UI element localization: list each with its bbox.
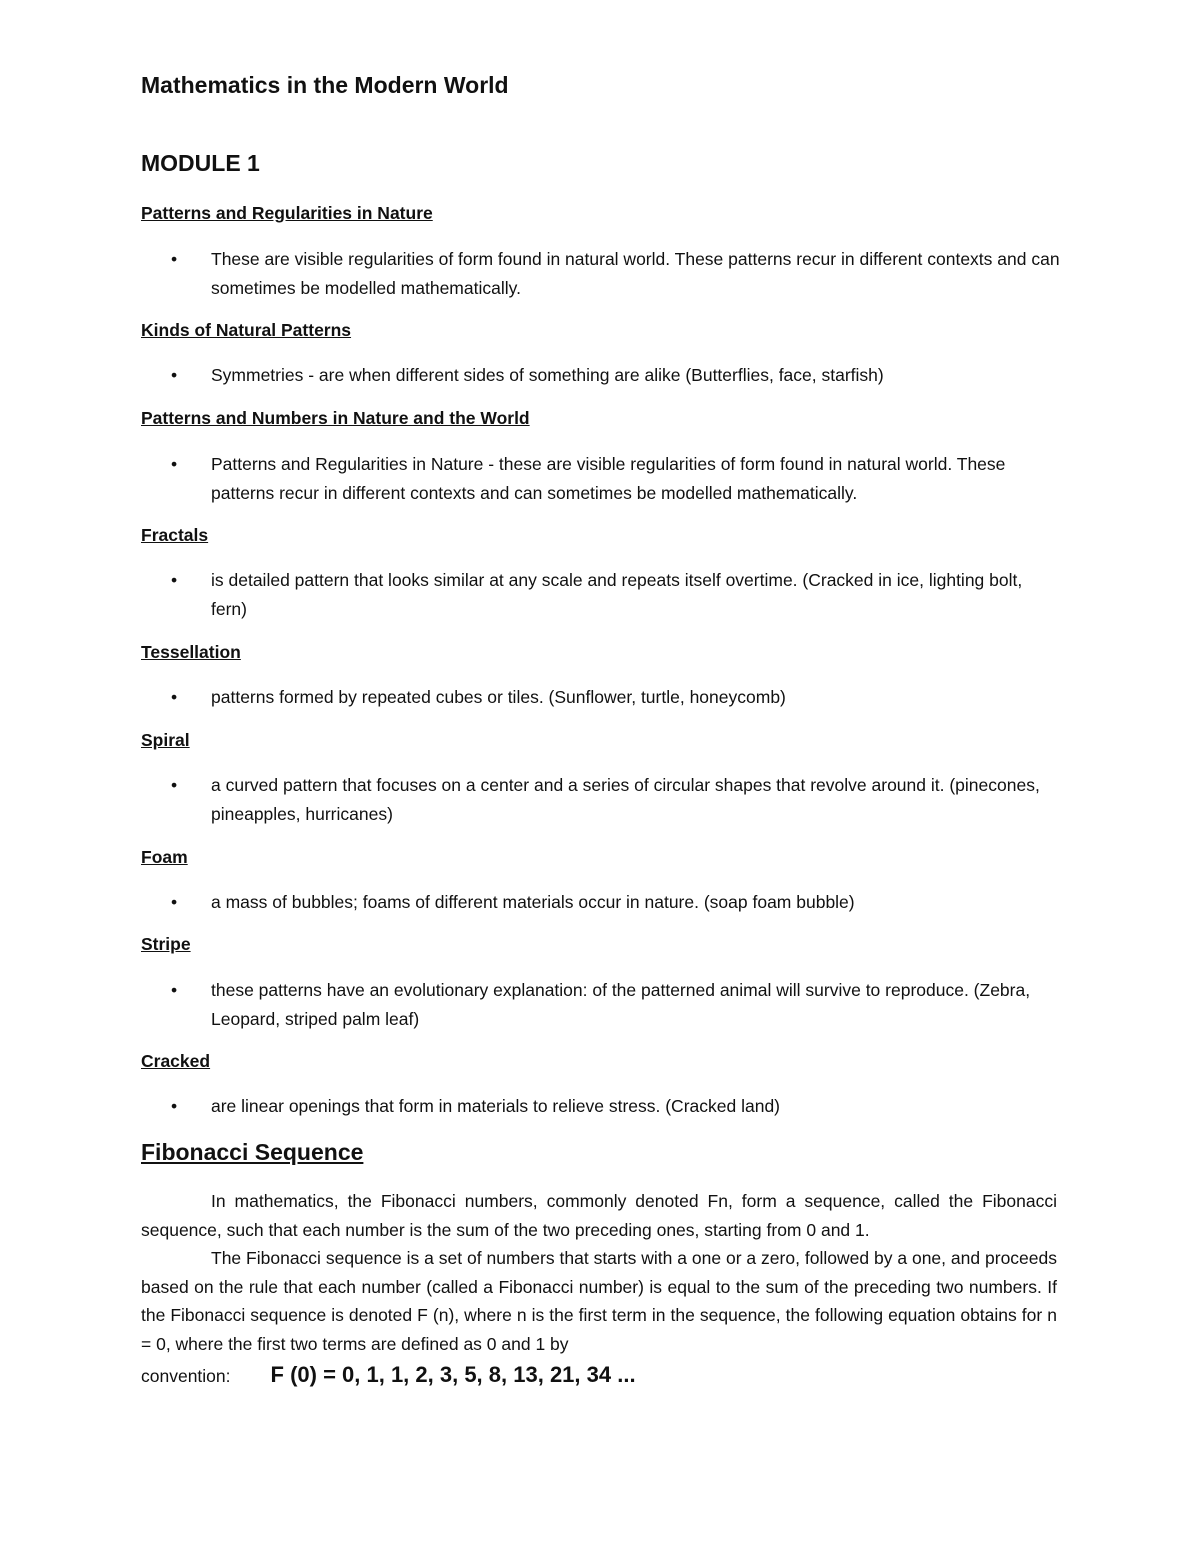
bullet-item [141,888,1061,917]
convention-label: convention: [141,1366,231,1386]
bullet-text: Patterns and Regularities in Nature - these are visible regularities of form found in natural world. These patterns recur in different contexts and can sometimes be modelled mathematically. [211,454,1006,503]
bullet-icon: • [171,570,178,590]
section-heading-cracked: Cracked [141,1051,211,1071]
bullet-text: a mass of bubbles; foams of different materials occur in nature. (soap foam bubble) [211,892,855,912]
section-heading-tessellation: Tessellation [141,642,241,662]
fibonacci-paragraph-1: In mathematics, the Fibonacci numbers, commonly denoted Fn, form a sequence, called the Fibonacci sequence, such that each number is the sum of the two preceding ones, starting from 0 and 1. [141,1191,1057,1240]
bullet-text: are linear openings that form in materials to relieve stress. (Cracked land) [211,1096,780,1116]
section-heading-stripe: Stripe [141,934,191,954]
section-heading-foam: Foam [141,847,188,867]
section-heading-fractals: Fractals [141,525,209,545]
bullet-icon: • [171,892,178,912]
fibonacci-paragraph-2: The Fibonacci sequence is a set of numbers that starts with a one or a zero, followed by a one, and proceeds based on the rule that each number (called a Fibonacci number) is equal to the sum of the preceding two numbers. If the Fibonacci sequence is denoted F (n), where n is the first term in the sequence, the following equation obtains for n = 0, where the first two terms are defined as 0 and 1 by [141,1248,1057,1354]
section-heading-patterns-regularities: Patterns and Regularities in Nature [141,203,433,223]
formula-line [141,1362,1061,1388]
bullet-item [141,245,1061,303]
bullet-icon: • [171,980,178,1000]
bullet-item [141,683,1061,712]
bullet-icon: • [171,365,178,385]
bullet-icon: • [171,1096,178,1116]
section-heading-kinds-natural-patterns: Kinds of Natural Patterns [141,320,352,340]
bullet-text: a curved pattern that focuses on a center and a series of circular shapes that revolve around it. (pinecones, pineapples, hurricanes) [211,775,1040,824]
bullet-item [141,1092,1061,1121]
bullet-icon: • [171,249,178,269]
document-title: Mathematics in the Modern World [141,72,509,98]
fibonacci-heading: Fibonacci Sequence [141,1139,364,1165]
bullet-text: is detailed pattern that looks similar at any scale and repeats itself overtime. (Cracked in ice, lighting bolt, fern) [211,570,1023,619]
bullet-item [141,771,1061,829]
bullet-text: patterns formed by repeated cubes or tiles. (Sunflower, turtle, honeycomb) [211,687,786,707]
bullet-item [141,361,1061,390]
bullet-text: These are visible regularities of form found in natural world. These patterns recur in different contexts and can sometimes be modelled mathematically. [211,249,1060,298]
bullet-icon: • [171,775,178,795]
bullet-item [141,976,1061,1034]
bullet-text: Symmetries - are when different sides of something are alike (Butterflies, face, starfish) [211,365,884,385]
bullet-icon: • [171,687,178,707]
section-heading-patterns-numbers: Patterns and Numbers in Nature and the World [141,408,530,428]
bullet-icon: • [171,454,178,474]
bullet-item [141,450,1061,508]
bullet-text: these patterns have an evolutionary explanation: of the patterned animal will survive to reproduce. (Zebra, Leopard, striped palm leaf) [211,980,1031,1029]
section-heading-spiral: Spiral [141,730,190,750]
bullet-item [141,566,1061,624]
fibonacci-formula: F (0) = 0, 1, 1, 2, 3, 5, 8, 13, 21, 34 ... [270,1362,636,1387]
module-title: MODULE 1 [141,150,260,176]
